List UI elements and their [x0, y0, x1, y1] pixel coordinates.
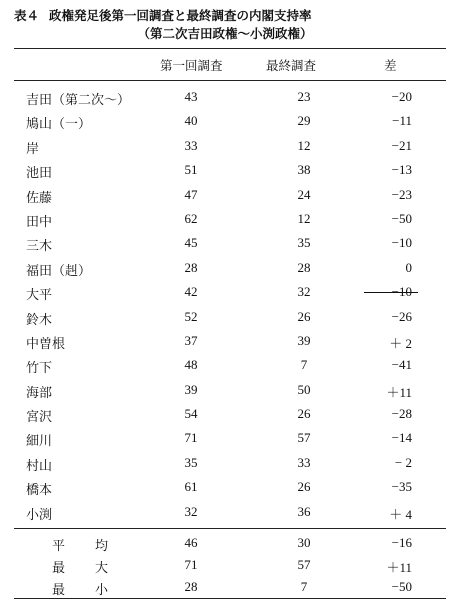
- difference-value: −20: [391, 89, 412, 104]
- difference-value: −13: [391, 162, 412, 178]
- table-row: [0, 402, 450, 426]
- difference-value: −28: [391, 406, 412, 422]
- cabinet-name: 小渕: [26, 507, 53, 523]
- first-survey-value: 28: [184, 579, 198, 594]
- table-subtitle: （第二次吉田政権〜小渕政権）: [137, 26, 313, 41]
- first-survey-value: 51: [184, 162, 198, 178]
- table-row: [0, 426, 450, 450]
- difference-value: − 2: [394, 454, 412, 470]
- final-survey-value: 57: [297, 557, 311, 572]
- final-survey-value: 39: [297, 332, 311, 348]
- difference-value: −16: [391, 535, 412, 550]
- final-survey-value: 36: [297, 503, 311, 519]
- difference-value: ＋ 2: [389, 335, 412, 351]
- strikethrough-mark: [364, 292, 418, 293]
- header-difference: 差: [384, 58, 397, 73]
- summary-label: 最小: [52, 583, 108, 598]
- final-survey-value: 30: [297, 535, 311, 550]
- cabinet-name: 橋本: [26, 483, 53, 499]
- table-body: [0, 85, 450, 524]
- first-survey-value: 46: [184, 535, 198, 550]
- cabinet-name: 鈴木: [26, 312, 53, 328]
- first-survey-value: 45: [184, 235, 198, 251]
- table-title: 政権発足後第一回調査と最終調査の内閣支持率: [49, 8, 312, 23]
- difference-value: −50: [391, 210, 412, 226]
- difference-value: −50: [391, 579, 412, 594]
- cabinet-name: 池田: [26, 166, 53, 182]
- table-row: [0, 231, 450, 255]
- difference-value: −21: [391, 137, 412, 153]
- cabinet-name: 吉田（第二次〜）: [26, 93, 131, 108]
- cabinet-name: 海部: [26, 385, 53, 401]
- table-row: [0, 329, 450, 353]
- final-survey-value: 28: [297, 259, 311, 275]
- difference-value: ＋ 4: [389, 506, 412, 522]
- table-row: [0, 280, 450, 304]
- cabinet-name: 宮沢: [26, 410, 53, 426]
- first-survey-value: 71: [184, 430, 198, 446]
- first-survey-value: 39: [184, 381, 198, 397]
- table-row: [0, 158, 450, 182]
- final-survey-value: 29: [297, 113, 311, 129]
- final-survey-value: 26: [297, 479, 311, 495]
- difference-value: −10: [391, 284, 412, 300]
- table-row: [0, 353, 450, 377]
- table-row: [0, 207, 450, 231]
- difference-value: ＋11: [386, 560, 412, 575]
- summary-row: [0, 554, 450, 576]
- table-row: [0, 378, 450, 402]
- summary-body: [0, 532, 450, 598]
- final-survey-value: 26: [297, 406, 311, 422]
- final-survey-value: 7: [300, 357, 308, 373]
- final-survey-value: 33: [297, 454, 311, 470]
- final-survey-value: 7: [300, 579, 308, 594]
- final-survey-value: 38: [297, 162, 311, 178]
- first-survey-value: 61: [184, 479, 198, 495]
- table-row: [0, 256, 450, 280]
- first-survey-value: 62: [184, 210, 198, 226]
- cabinet-name: 中曽根: [26, 336, 66, 352]
- table-row: [0, 109, 450, 133]
- first-survey-value: 42: [184, 284, 198, 300]
- difference-value: −26: [391, 308, 412, 324]
- cabinet-name: 竹下: [26, 361, 53, 377]
- final-survey-value: 26: [297, 308, 311, 324]
- first-survey-value: 54: [184, 406, 198, 422]
- summary-rule: [14, 528, 446, 529]
- header-rule: [14, 80, 446, 81]
- final-survey-value: 57: [297, 430, 311, 446]
- cabinet-name: 佐藤: [26, 190, 53, 206]
- first-survey-value: 35: [184, 454, 198, 470]
- table-row: [0, 500, 450, 524]
- difference-value: −10: [391, 235, 412, 251]
- first-survey-value: 71: [184, 557, 198, 572]
- table-caption: [14, 6, 444, 24]
- table-number: 表４: [14, 8, 40, 23]
- first-survey-value: 32: [184, 503, 198, 519]
- cabinet-name: 鳩山（一）: [26, 117, 92, 133]
- difference-value: 0: [405, 259, 412, 275]
- difference-value: −41: [391, 357, 412, 373]
- table-row: [0, 305, 450, 329]
- final-survey-value: 12: [297, 137, 311, 153]
- final-survey-value: 24: [297, 186, 311, 202]
- first-survey-value: 48: [184, 357, 198, 373]
- final-survey-value: 32: [297, 284, 311, 300]
- table-header: [0, 56, 450, 74]
- cabinet-name: 村山: [26, 458, 53, 474]
- final-survey-value: 12: [297, 210, 311, 226]
- final-survey-value: 50: [297, 381, 311, 397]
- header-first-survey: 第一回調査: [160, 58, 223, 73]
- table-row: [0, 475, 450, 499]
- table-row: [0, 85, 450, 109]
- first-survey-value: 43: [184, 89, 198, 104]
- difference-value: ＋11: [386, 384, 412, 400]
- first-survey-value: 37: [184, 332, 198, 348]
- top-rule: [14, 48, 446, 49]
- difference-value: −11: [392, 113, 412, 129]
- final-survey-value: 23: [297, 89, 311, 104]
- table-row: [0, 134, 450, 158]
- bottom-rule: [14, 598, 446, 599]
- table-row: [0, 451, 450, 475]
- summary-row: [0, 576, 450, 598]
- cabinet-name: 三木: [26, 239, 53, 255]
- table-row: [0, 183, 450, 207]
- summary-row: [0, 532, 450, 554]
- difference-value: −23: [391, 186, 412, 202]
- cabinet-name: 田中: [26, 214, 53, 230]
- summary-label: 平均: [52, 539, 108, 554]
- first-survey-value: 52: [184, 308, 198, 324]
- cabinet-name: 細川: [26, 434, 53, 450]
- difference-value: −14: [391, 430, 412, 446]
- cabinet-name: 福田（赳）: [26, 263, 92, 279]
- first-survey-value: 40: [184, 113, 198, 129]
- first-survey-value: 47: [184, 186, 198, 202]
- first-survey-value: 33: [184, 137, 198, 153]
- cabinet-name: 岸: [26, 141, 40, 157]
- first-survey-value: 28: [184, 259, 198, 275]
- difference-value: −35: [391, 479, 412, 495]
- header-final-survey: 最終調査: [266, 58, 317, 73]
- final-survey-value: 35: [297, 235, 311, 251]
- cabinet-name: 大平: [26, 288, 53, 304]
- summary-label: 最大: [52, 561, 108, 576]
